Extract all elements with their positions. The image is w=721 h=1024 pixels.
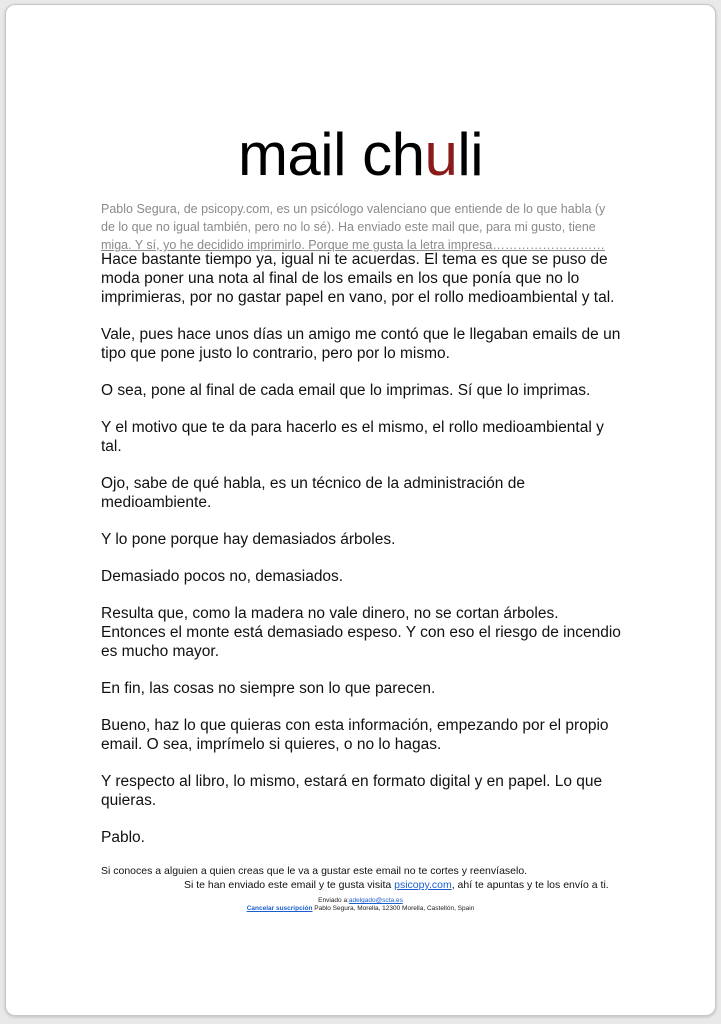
email-page (5, 4, 716, 1016)
intro-line-2: de lo que no igual también, pero no lo sé). Ha enviado este mail que, para mi gusto, tiene (101, 220, 596, 234)
visit-suffix: , ahí te apuntas y te los envío a ti. (451, 879, 609, 891)
signature: Pablo. (101, 829, 145, 846)
body-paragraph: Y lo pone porque hay demasiados árboles. (101, 531, 396, 548)
body-paragraph: Resulta que, como la madera no vale dinero, no se cortan árboles. Entonces el monte está demasiado espeso. Y con eso el riesgo de incendio es mucho mayor. (101, 605, 621, 660)
title-accent-letter: u (424, 121, 458, 188)
body-paragraph: Hace bastante tiempo ya, igual ni te acuerdas. El tema es que se puso de moda poner una nota al final de los emails en los que ponía que no lo imprimieras, por no gastar papel en vano, por el rollo medioambiental y tal. (101, 251, 615, 306)
body-paragraph: Demasiado pocos no, demasiados. (101, 568, 344, 585)
title-part-1: mail ch (237, 121, 425, 188)
unsubscribe-link[interactable]: Cancelar suscripción (246, 905, 313, 912)
intro-line-3: miga. Y sí, yo he decidido imprimirlo. Porque me gusta la letra impresa……………………… (101, 238, 605, 252)
intro-line-1: Pablo Segura, de psicopy.com, es un psicólogo valenciano que entiende de lo que habla (y (101, 202, 606, 216)
intro-note (101, 200, 626, 254)
body-paragraph: Vale, pues hace unos días un amigo me contó que le llegaban emails de un tipo que pone justo lo contrario, pero por lo mismo. (101, 326, 621, 362)
body-paragraph: Bueno, haz lo que quieras con esta información, empezando por el propio email. O sea, imprímelo si quieres, o no lo hagas. (101, 717, 609, 753)
visit-note (184, 879, 609, 892)
sent-to-line (6, 897, 715, 905)
sent-to-label: Enviado a: (318, 897, 349, 904)
share-note: Si conoces a alguien a quien creas que le va a gustar este email no te cortes y reenvíaselo. (101, 865, 528, 877)
body-paragraph: Ojo, sabe de qué habla, es un técnico de la administración de medioambiente. (101, 475, 525, 511)
psicopy-link[interactable]: psicopy.com (394, 879, 452, 891)
visit-prefix: Si te han enviado este email y te gusta visita (184, 879, 395, 891)
body-paragraph: Y respecto al libro, lo mismo, estará en formato digital y en papel. Lo que quieras. (101, 773, 603, 809)
page-title (6, 119, 715, 191)
email-body (101, 250, 621, 847)
body-paragraph: En fin, las cosas no siempre son lo que parecen. (101, 680, 436, 697)
body-paragraph: Y el motivo que te da para hacerlo es el mismo, el rollo medioambiental y tal. (101, 419, 604, 455)
title-part-2: li (457, 121, 484, 188)
unsubscribe-line (6, 905, 715, 913)
sender-address: Pablo Segura, Morella, 12300 Morella, Castellón, Spain (312, 905, 475, 912)
recipient-email-link[interactable]: adelgado@scta.es (348, 897, 403, 904)
body-paragraph: O sea, pone al final de cada email que lo imprimas. Sí que lo imprimas. (101, 382, 591, 399)
